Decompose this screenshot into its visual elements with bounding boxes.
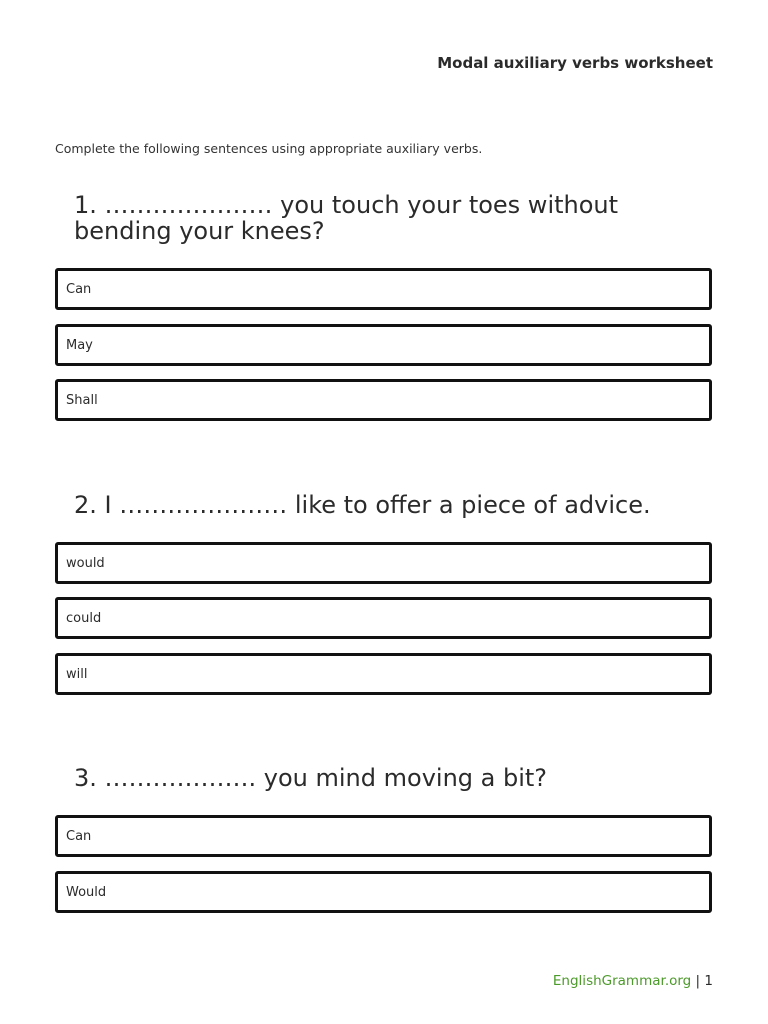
answer-option[interactable] xyxy=(55,324,712,366)
answer-option-label: May xyxy=(66,338,93,353)
site-link[interactable]: EnglishGrammar.org xyxy=(552,973,692,989)
question-1: 1. ………………… you touch your toes without bending your knees? xyxy=(74,191,619,245)
answer-option[interactable] xyxy=(55,542,712,584)
instructions-text: Complete the following sentences using appropriate auxiliary verbs. xyxy=(55,141,483,156)
page-number: 1 xyxy=(704,973,713,989)
answer-option-label: Can xyxy=(66,282,92,297)
question-2: 2. I ………………… like to offer a piece of advice. xyxy=(74,491,651,519)
answer-option[interactable] xyxy=(55,815,712,857)
answer-option-label: Can xyxy=(66,829,92,844)
answer-option-label: would xyxy=(66,556,105,571)
answer-option[interactable] xyxy=(55,871,712,913)
answer-option-label: Would xyxy=(66,885,107,900)
answer-option[interactable] xyxy=(55,597,712,639)
answer-option[interactable] xyxy=(55,268,712,310)
answer-option[interactable] xyxy=(55,653,712,695)
worksheet-title: Modal auxiliary verbs worksheet xyxy=(437,54,713,72)
question-3: 3. ………………. you mind moving a bit? xyxy=(74,764,548,792)
answer-option-label: Shall xyxy=(66,393,98,408)
answer-option-label: could xyxy=(66,611,102,626)
answer-option-label: will xyxy=(66,667,88,682)
answer-option[interactable] xyxy=(55,379,712,421)
footer-separator: | xyxy=(691,973,705,989)
page-footer xyxy=(553,973,713,989)
